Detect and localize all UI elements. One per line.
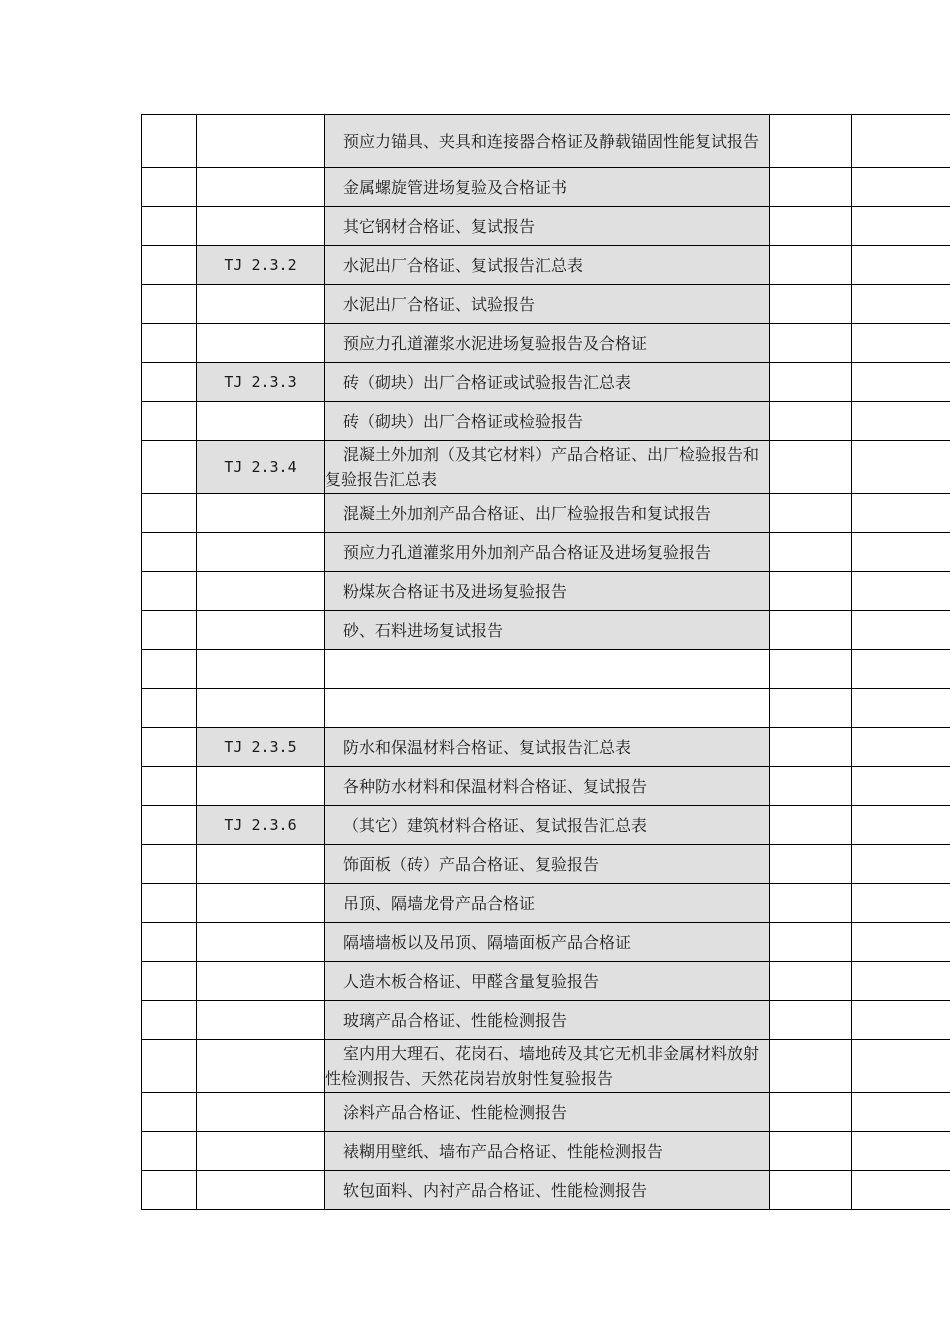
table-row (142, 806, 950, 845)
code-cell (197, 572, 325, 611)
index-cell (142, 1093, 197, 1132)
table-row (142, 363, 950, 402)
code-cell (197, 884, 325, 923)
code-cell (197, 494, 325, 533)
index-cell (142, 767, 197, 806)
index-cell (142, 402, 197, 441)
empty-cell (770, 689, 852, 728)
table-row (142, 962, 950, 1001)
table-row (142, 611, 950, 650)
table-row (142, 767, 950, 806)
empty-cell (770, 1171, 852, 1210)
item-cell (325, 650, 770, 689)
empty-cell (770, 441, 852, 494)
empty-cell (852, 1001, 950, 1040)
index-cell (142, 884, 197, 923)
index-cell (142, 923, 197, 962)
empty-cell (852, 363, 950, 402)
empty-cell (770, 363, 852, 402)
index-cell (142, 168, 197, 207)
index-cell (142, 1171, 197, 1210)
code-cell (197, 168, 325, 207)
table-row (142, 115, 950, 168)
empty-cell (770, 285, 852, 324)
empty-cell (852, 1040, 950, 1093)
code-cell (197, 1132, 325, 1171)
empty-cell (852, 650, 950, 689)
empty-cell (852, 728, 950, 767)
index-cell (142, 207, 197, 246)
table-row (142, 207, 950, 246)
empty-cell (770, 728, 852, 767)
empty-cell (770, 572, 852, 611)
item-cell: 混凝土外加剂产品合格证、出厂检验报告和复试报告 (325, 494, 770, 533)
code-cell: TJ 2.3.6 (197, 806, 325, 845)
table-row (142, 1001, 950, 1040)
empty-cell (770, 402, 852, 441)
code-cell (197, 533, 325, 572)
table-row (142, 845, 950, 884)
item-cell: （其它）建筑材料合格证、复试报告汇总表 (325, 806, 770, 845)
item-cell: 砖（砌块）出厂合格证或检验报告 (325, 402, 770, 441)
code-cell (197, 1171, 325, 1210)
empty-cell (852, 115, 950, 168)
item-cell: 吊顶、隔墙龙骨产品合格证 (325, 884, 770, 923)
code-cell: TJ 2.3.4 (197, 441, 325, 494)
code-cell (197, 207, 325, 246)
item-cell: 水泥出厂合格证、复试报告汇总表 (325, 246, 770, 285)
table-row (142, 1171, 950, 1210)
code-cell (197, 650, 325, 689)
item-cell: 涂料产品合格证、性能检测报告 (325, 1093, 770, 1132)
empty-cell (852, 806, 950, 845)
code-cell (197, 923, 325, 962)
table-row (142, 923, 950, 962)
index-cell (142, 689, 197, 728)
index-cell (142, 806, 197, 845)
item-cell: 玻璃产品合格证、性能检测报告 (325, 1001, 770, 1040)
index-cell (142, 728, 197, 767)
empty-cell (852, 533, 950, 572)
table-row (142, 1093, 950, 1132)
materials-certificate-table (141, 114, 950, 1210)
empty-cell (852, 441, 950, 494)
index-cell (142, 441, 197, 494)
code-cell (197, 1001, 325, 1040)
empty-cell (770, 806, 852, 845)
empty-cell (770, 246, 852, 285)
index-cell (142, 533, 197, 572)
empty-cell (770, 767, 852, 806)
empty-cell (770, 845, 852, 884)
empty-cell (852, 246, 950, 285)
table-row (142, 533, 950, 572)
empty-cell (852, 285, 950, 324)
item-cell: 隔墙墙板以及吊顶、隔墙面板产品合格证 (325, 923, 770, 962)
item-cell: 水泥出厂合格证、试验报告 (325, 285, 770, 324)
empty-cell (852, 845, 950, 884)
empty-cell (852, 767, 950, 806)
item-cell: 其它钢材合格证、复试报告 (325, 207, 770, 246)
empty-cell (770, 168, 852, 207)
empty-cell (852, 884, 950, 923)
table-row (142, 689, 950, 728)
empty-cell (770, 1001, 852, 1040)
empty-cell (852, 572, 950, 611)
table-row (142, 650, 950, 689)
table-row (142, 572, 950, 611)
item-cell: 预应力孔道灌浆水泥进场复验报告及合格证 (325, 324, 770, 363)
code-cell (197, 402, 325, 441)
code-cell (197, 845, 325, 884)
index-cell (142, 650, 197, 689)
table-row (142, 441, 950, 494)
empty-cell (770, 115, 852, 168)
code-cell (197, 767, 325, 806)
index-cell (142, 115, 197, 168)
empty-cell (770, 884, 852, 923)
empty-cell (852, 689, 950, 728)
item-cell: 各种防水材料和保温材料合格证、复试报告 (325, 767, 770, 806)
empty-cell (852, 1093, 950, 1132)
item-cell: 人造木板合格证、甲醛含量复验报告 (325, 962, 770, 1001)
index-cell (142, 845, 197, 884)
table-row (142, 494, 950, 533)
item-cell: 裱糊用壁纸、墙布产品合格证、性能检测报告 (325, 1132, 770, 1171)
empty-cell (852, 168, 950, 207)
item-cell: 预应力锚具、夹具和连接器合格证及静载锚固性能复试报告 (325, 115, 770, 168)
empty-cell (770, 1040, 852, 1093)
table-row (142, 168, 950, 207)
index-cell (142, 285, 197, 324)
empty-cell (770, 962, 852, 1001)
index-cell (142, 962, 197, 1001)
table-row (142, 1132, 950, 1171)
empty-cell (770, 494, 852, 533)
table-row (142, 285, 950, 324)
code-cell: TJ 2.3.5 (197, 728, 325, 767)
code-cell (197, 962, 325, 1001)
empty-cell (852, 611, 950, 650)
item-cell: 粉煤灰合格证书及进场复验报告 (325, 572, 770, 611)
code-cell: TJ 2.3.3 (197, 363, 325, 402)
index-cell (142, 1001, 197, 1040)
item-cell: 砖（砌块）出厂合格证或试验报告汇总表 (325, 363, 770, 402)
empty-cell (852, 494, 950, 533)
empty-cell (770, 533, 852, 572)
empty-cell (852, 962, 950, 1001)
item-cell: 金属螺旋管进场复验及合格证书 (325, 168, 770, 207)
table-row (142, 1040, 950, 1093)
table-row (142, 246, 950, 285)
item-cell: 混凝土外加剂（及其它材料）产品合格证、出厂检验报告和复验报告汇总表 (325, 441, 770, 494)
index-cell (142, 246, 197, 285)
item-cell (325, 689, 770, 728)
table-body (142, 115, 950, 1210)
empty-cell (770, 1093, 852, 1132)
empty-cell (852, 324, 950, 363)
item-cell: 防水和保温材料合格证、复试报告汇总表 (325, 728, 770, 767)
item-cell: 室内用大理石、花岗石、墙地砖及其它无机非金属材料放射性检测报告、天然花岗岩放射性复验报告 (325, 1040, 770, 1093)
code-cell (197, 324, 325, 363)
empty-cell (770, 923, 852, 962)
index-cell (142, 1132, 197, 1171)
index-cell (142, 363, 197, 402)
empty-cell (852, 402, 950, 441)
empty-cell (770, 324, 852, 363)
table-row (142, 884, 950, 923)
item-cell: 软包面料、内衬产品合格证、性能检测报告 (325, 1171, 770, 1210)
empty-cell (770, 1132, 852, 1171)
code-cell (197, 1093, 325, 1132)
empty-cell (770, 611, 852, 650)
code-cell: TJ 2.3.2 (197, 246, 325, 285)
item-cell: 预应力孔道灌浆用外加剂产品合格证及进场复验报告 (325, 533, 770, 572)
index-cell (142, 324, 197, 363)
table-row (142, 324, 950, 363)
table-row (142, 728, 950, 767)
empty-cell (770, 650, 852, 689)
empty-cell (852, 207, 950, 246)
item-cell: 砂、石料进场复试报告 (325, 611, 770, 650)
item-cell: 饰面板（砖）产品合格证、复验报告 (325, 845, 770, 884)
index-cell (142, 611, 197, 650)
table-row (142, 402, 950, 441)
code-cell (197, 689, 325, 728)
index-cell (142, 572, 197, 611)
code-cell (197, 1040, 325, 1093)
code-cell (197, 611, 325, 650)
empty-cell (852, 1171, 950, 1210)
empty-cell (852, 1132, 950, 1171)
empty-cell (770, 207, 852, 246)
index-cell (142, 1040, 197, 1093)
code-cell (197, 285, 325, 324)
code-cell (197, 115, 325, 168)
index-cell (142, 494, 197, 533)
empty-cell (852, 923, 950, 962)
